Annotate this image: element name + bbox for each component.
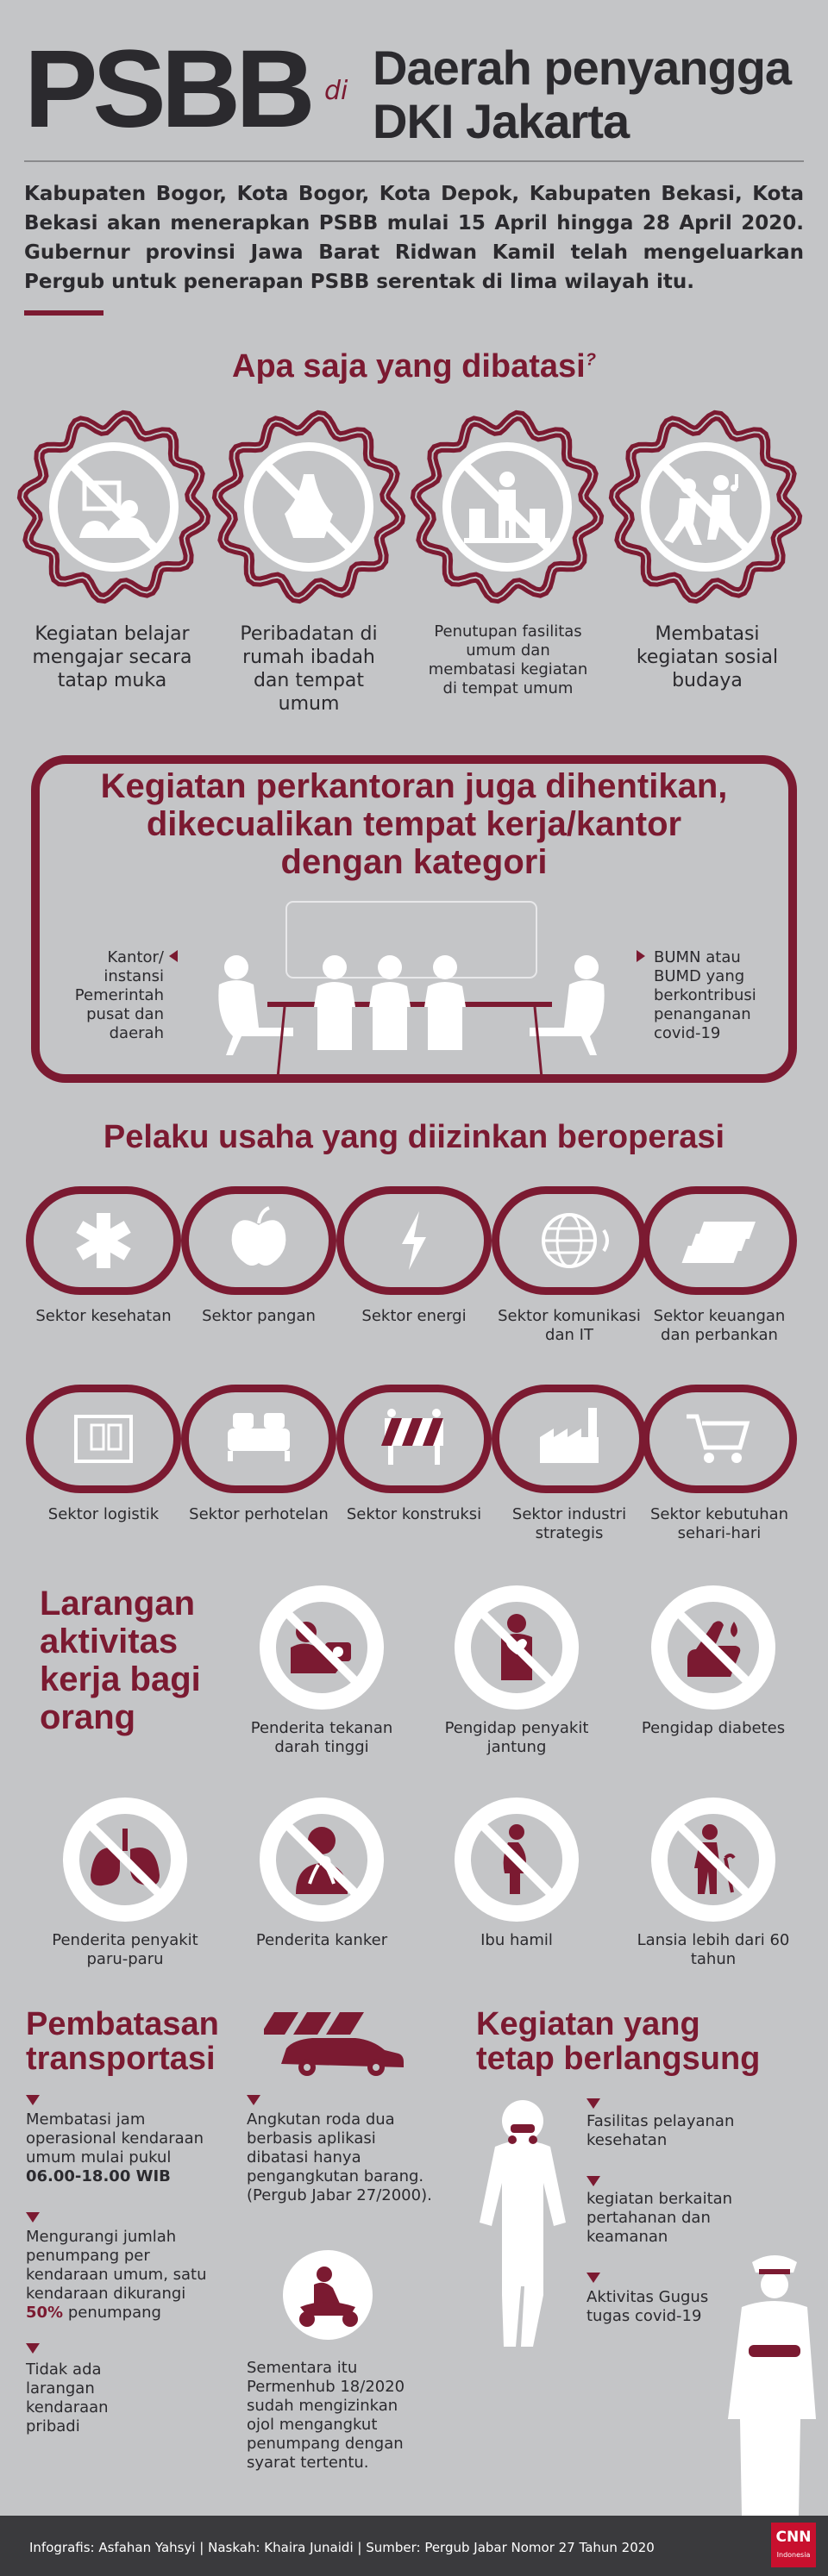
sector-pill — [336, 1385, 492, 1493]
transport-passenger-pct: 50% — [26, 2304, 64, 2322]
finger-blood-icon — [649, 1583, 778, 1712]
ban-title — [40, 1585, 201, 1736]
car-icon — [264, 2009, 405, 2078]
container-icon — [60, 1400, 147, 1478]
ongoing-item-1: Fasilitas pelayanan kesehatan — [586, 2112, 735, 2149]
restriction-label-2: Peribadatan di rumah ibadah dan tempat umum — [240, 623, 378, 715]
factory-icon — [526, 1400, 612, 1478]
sector-pill — [181, 1186, 336, 1295]
sector-pill — [26, 1385, 181, 1493]
transport-passenger-text: Mengurangi jumlah penumpang per kendaraan umum, satu kendaraan dikurangi — [26, 2228, 207, 2303]
transport-item-private: Tidak ada larangan kendaraan pribadi — [26, 2360, 109, 2435]
title-line-2: DKI Jakarta — [373, 94, 630, 148]
transport-item-hours — [26, 2110, 216, 2186]
motorbike-icon — [283, 2250, 373, 2340]
ban-label: Penderita tekanan darah tinggi — [250, 1719, 393, 1756]
cnn-logo — [771, 2523, 816, 2567]
office-title-line-2: dikecualikan tempat kerja/kantor — [146, 805, 682, 843]
restrictions-title-q: ? — [585, 350, 596, 370]
ongoing-item-3: Aktivitas Gugus tugas covid-19 — [586, 2288, 709, 2325]
arrow-left-icon — [169, 950, 178, 962]
ban-title-line-3: kerja bagi — [40, 1660, 201, 1698]
police-officer-icon — [724, 2250, 819, 2516]
sector-label: Sektor industri strategis — [511, 1505, 627, 1542]
lightning-icon — [371, 1202, 457, 1279]
transport-item-ojol: Sementara itu Permenhub 18/2020 sudah mengizinkan ojol mengangkut penumpang dengan syarat tertentu. — [247, 2359, 405, 2472]
restriction-label-4: Membatasi kegiatan sosial budaya — [636, 623, 779, 691]
sector-label: Sektor pangan — [202, 1307, 316, 1325]
ongoing-title-line-1: Kegiatan yang — [476, 2006, 700, 2042]
sector-label: Sektor kesehatan — [35, 1307, 172, 1325]
hazmat-worker-icon — [466, 2095, 578, 2354]
globe-icon — [526, 1202, 612, 1279]
ongoing-title — [476, 2007, 760, 2076]
sector-label: Sektor logistik — [47, 1505, 160, 1523]
ban-title-line-4: orang — [40, 1698, 136, 1736]
ongoing-item-2: kegiatan berkaitan pertahanan dan keamanan — [586, 2190, 733, 2246]
ban-label: Pengidap penyakit jantung — [444, 1719, 589, 1756]
sector-label: Sektor perhotelan — [189, 1505, 329, 1523]
psbb-title: PSBB — [24, 28, 310, 151]
restriction-ring-4 — [614, 416, 797, 598]
blood-pressure-icon — [257, 1583, 386, 1712]
cnn-logo-sub: Indonesia — [776, 2551, 811, 2559]
cancer-ribbon-icon — [257, 1795, 386, 1924]
restriction-label-1: Kegiatan belajar mengajar secara tatap muka — [32, 623, 192, 691]
restriction-rings — [16, 405, 812, 609]
bullet-marker — [26, 2343, 40, 2354]
office-right-text: BUMN atau BUMD yang berkontribusi penanganan covid-19 — [654, 948, 756, 1042]
arrow-right-icon — [637, 950, 645, 962]
sector-pill — [336, 1186, 492, 1295]
restriction-label-3: Penutupan fasilitas umum dan membatasi kegiatan di tempat umum — [428, 622, 588, 697]
office-left-text: Kantor/ instansi Pemerintah pusat dan daerah — [74, 948, 164, 1042]
intro-accent-bar — [24, 310, 104, 316]
sector-pill — [26, 1186, 181, 1295]
office-title — [52, 767, 776, 881]
medical-star-icon — [60, 1202, 147, 1279]
cnn-logo-text: CNN — [775, 2529, 812, 2546]
title-di: di — [324, 76, 348, 106]
title-line-1: Daerah penyangga — [373, 41, 792, 95]
sector-pill — [492, 1186, 647, 1295]
restrictions-title — [0, 348, 828, 385]
ban-label: Penderita kanker — [255, 1931, 388, 1949]
elderly-person-icon — [649, 1795, 778, 1924]
sector-label: Sektor kebutuhan sehari-hari — [649, 1505, 789, 1542]
transport-passenger-tail: penumpang — [67, 2304, 161, 2322]
restrictions-title-text: Apa saja yang dibatasi — [232, 348, 586, 385]
money-stack-icon — [676, 1202, 762, 1279]
ban-title-line-2: aktivitas — [40, 1623, 179, 1660]
meeting-table-illustration — [207, 900, 621, 1081]
ban-label: Ibu hamil — [480, 1931, 553, 1949]
sector-pill — [642, 1186, 797, 1295]
transport-item-passengers — [26, 2228, 216, 2323]
barrier-icon — [371, 1400, 457, 1478]
ban-title-line-1: Larangan — [40, 1585, 196, 1623]
restriction-ring-3 — [416, 416, 599, 598]
sector-pill — [642, 1385, 797, 1493]
ban-label: Lansia lebih dari 60 tahun — [637, 1931, 790, 1968]
bullet-marker — [26, 2095, 40, 2105]
transport-title — [26, 2007, 219, 2076]
pregnant-woman-icon — [452, 1795, 581, 1924]
sector-pill — [492, 1385, 647, 1493]
footer-credit: Infografis: Asfahan Yahsyi | Naskah: Khaira Junaidi | Sumber: Pergub Jabar Nomor 27 Tahun 2020 — [29, 2540, 655, 2555]
bullet-marker — [26, 2212, 40, 2223]
ban-label: Penderita penyakit paru-paru — [52, 1931, 198, 1968]
business-title: Pelaku usaha yang diizinkan beroperasi — [103, 1119, 725, 1155]
transport-hours-value: 06.00-18.00 WIB — [26, 2167, 171, 2185]
office-title-line-3: dengan kategori — [280, 843, 548, 881]
bed-icon — [216, 1400, 302, 1478]
heart-patient-icon — [452, 1583, 581, 1712]
apple-icon — [216, 1202, 302, 1279]
cart-icon — [676, 1400, 762, 1478]
sector-label: Sektor komunikasi dan IT — [498, 1307, 641, 1344]
ongoing-title-line-2: tetap berlangsung — [476, 2041, 761, 2077]
transport-title-line-1: Pembatasan — [26, 2006, 219, 2042]
sector-label: Sektor konstruksi — [346, 1505, 482, 1523]
transport-item-twowheel: Angkutan roda dua berbasis aplikasi dibatasi hanya pengangkutan barang. (Pergub Jabar 27/2000). — [247, 2110, 432, 2204]
ban-label: Pengidap diabetes — [641, 1719, 786, 1737]
bullet-marker — [586, 2176, 600, 2186]
sector-label: Sektor keuangan dan perbankan — [653, 1307, 786, 1344]
restriction-ring-2 — [217, 416, 400, 598]
bullet-marker — [247, 2095, 260, 2105]
transport-hours-text: Membatasi jam operasional kendaraan umum mulai pukul — [26, 2110, 204, 2166]
lungs-icon — [60, 1795, 190, 1924]
office-title-line-1: Kegiatan perkantoran juga dihentikan, — [100, 767, 728, 805]
bullet-marker — [586, 2098, 600, 2109]
sector-label: Sektor energi — [361, 1307, 467, 1325]
restriction-ring-1 — [22, 416, 205, 598]
transport-title-line-2: transportasi — [26, 2041, 216, 2077]
page-title — [373, 41, 791, 148]
header-divider — [24, 160, 804, 162]
bullet-marker — [586, 2273, 600, 2283]
intro-paragraph: Kabupaten Bogor, Kota Bogor, Kota Depok, Kabupaten Bekasi, Kota Bekasi akan menerapkan PSBB mulai 15 April hingga 28 April 2020. Gubernur provinsi Jawa Barat Ridwan Kamil telah mengeluarkan Pergub untuk penerapan PSBB serentak di lima wilayah itu. — [24, 183, 804, 293]
sector-pill — [181, 1385, 336, 1493]
